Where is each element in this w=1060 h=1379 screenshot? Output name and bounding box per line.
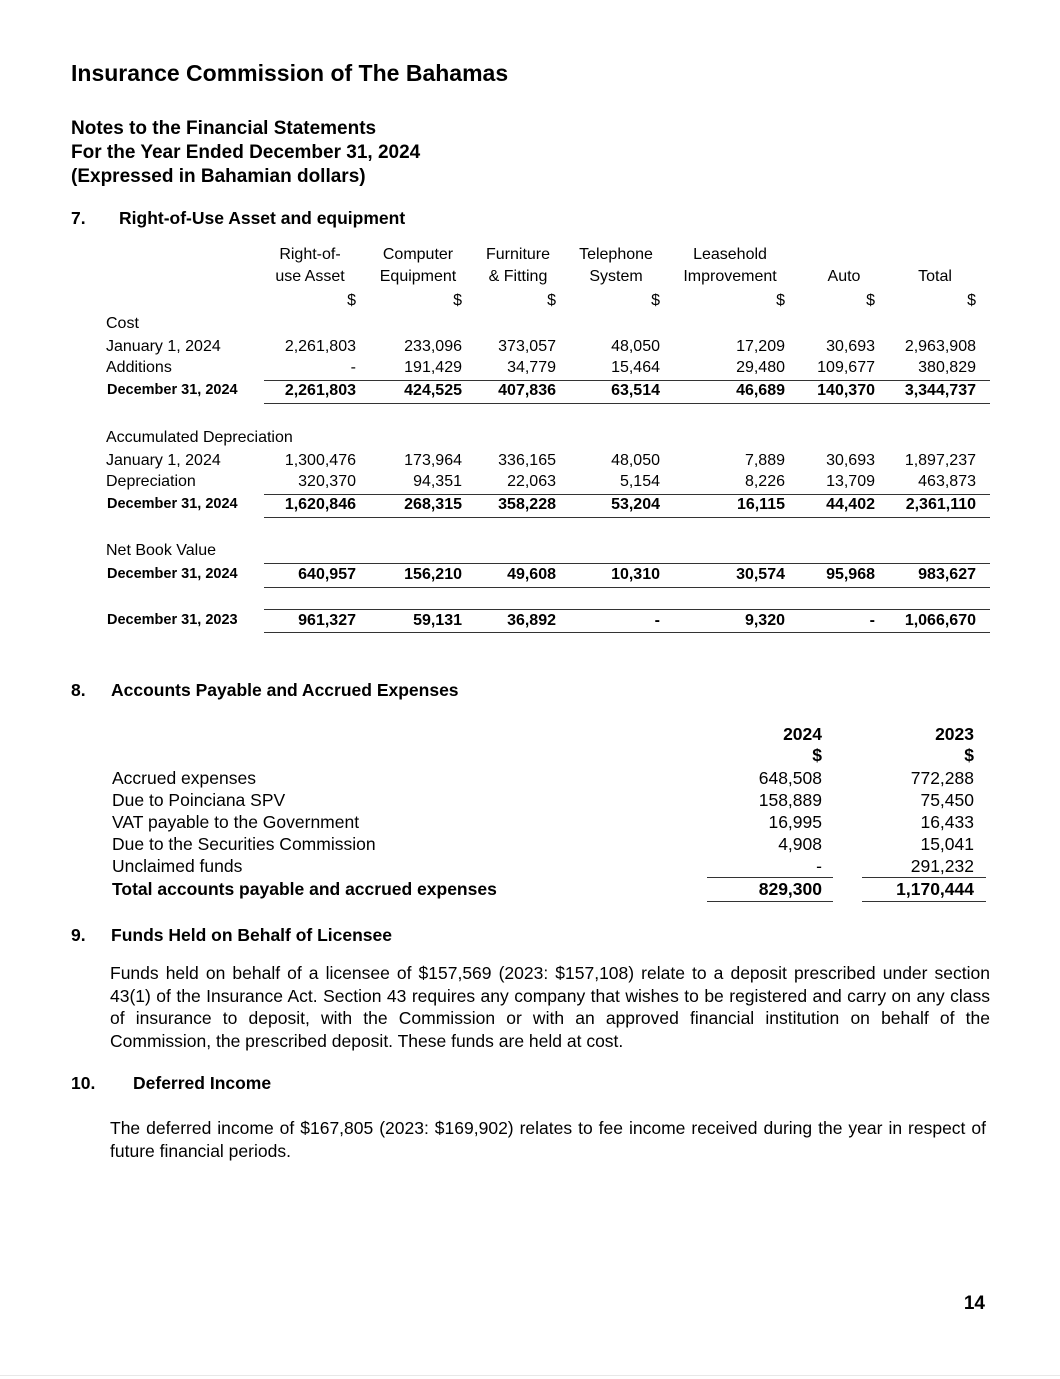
total-label: Total accounts payable and accrued expenses [112,879,497,899]
column-header-line2: & Fitting [488,268,548,285]
row-label: December 31, 2024 [107,566,238,582]
table-cell: 156,210 [404,566,462,583]
table-cell: 191,429 [404,359,462,376]
table-cell: 1,300,476 [284,452,356,469]
row-label: December 31, 2024 [107,496,238,512]
table-rule [862,901,986,902]
table-cell: 233,096 [404,338,462,355]
row-label: January 1, 2024 [106,338,221,355]
currency-note: (Expressed in Bahamian dollars) [71,166,366,187]
table-cell: 640,957 [298,566,356,583]
table-cell: 648,508 [758,768,822,788]
table-cell: 15,464 [611,359,660,376]
table-rule [707,901,833,902]
table-cell: 63,514 [611,382,660,399]
table-cell: 1,620,846 [284,496,356,513]
table-cell: 48,050 [611,338,660,355]
note-9-text: Funds held on behalf of a licensee of $157,569 (2023: $157,108) relate to a deposit prescribed under section 43(1) of the Insurance Act. Section 43 requires any company that wishes to be registered and carry on any class of insurance to deposit, with the Commission or with an approved financial institution on behalf of the Commission, the prescribed deposit. These funds are held at cost. [110,963,990,1051]
table-cell: 109,677 [817,359,875,376]
row-label: January 1, 2024 [106,452,221,469]
row-label: Due to the Securities Commission [112,834,376,854]
table-rule [264,632,990,633]
row-label: VAT payable to the Government [112,812,360,832]
table-cell: 373,057 [498,338,556,355]
note-10-number: 10. [71,1073,96,1093]
table-cell: 8,226 [744,473,785,490]
page-bottom-edge [0,1375,1060,1376]
table-cell: 2,261,803 [284,338,356,355]
currency-symbol: $ [964,745,974,765]
table-cell: 3,344,737 [904,382,976,399]
table-cell: 49,608 [507,566,556,583]
row-label: Additions [106,359,172,376]
table-cell: 320,370 [298,473,356,490]
table-cell: 961,327 [298,612,356,629]
note-9-title: Funds Held on Behalf of Licensee [111,925,393,945]
column-header-line1: Computer [382,246,454,263]
table-cell: 380,829 [918,359,976,376]
table-cell: 7,889 [744,452,785,469]
currency-symbol: $ [776,292,785,309]
table-cell: 336,165 [498,452,556,469]
currency-symbol: $ [812,745,822,765]
table-cell: 17,209 [736,338,785,355]
note-10-text: The deferred income of $167,805 (2023: $169,902) relates to fee income received during the year in respect of future financial periods. [110,1118,986,1161]
table-cell: 16,433 [920,812,974,832]
row-label: December 31, 2024 [107,382,238,398]
currency-symbol: $ [866,292,875,309]
section-heading: Net Book Value [106,542,216,559]
total-cell: 829,300 [758,879,822,899]
table-cell: 44,402 [826,496,875,513]
table-rule [264,403,990,404]
column-header-line2: Equipment [379,268,457,285]
table-cell: 158,889 [758,790,822,810]
table-cell: 358,228 [498,496,556,513]
column-header-line1: Telephone [579,246,653,263]
currency-symbol: $ [651,292,660,309]
table-cell: 424,525 [404,382,462,399]
table-cell: 13,709 [826,473,875,490]
period-title: For the Year Ended December 31, 2024 [71,142,421,163]
currency-symbol: $ [547,292,556,309]
table-cell: - [654,612,660,629]
table-cell: 53,204 [611,496,660,513]
column-header-line1: Right-of- [279,246,341,263]
year-header: 2023 [935,724,974,744]
row-label: December 31, 2023 [107,612,238,628]
table-cell: 1,066,670 [904,612,976,629]
table-cell: 29,480 [736,359,785,376]
table-rule [264,609,990,610]
table-cell: - [869,612,875,629]
column-header-line2: System [589,268,643,285]
table-cell: 2,361,110 [905,496,976,513]
table-cell: - [816,856,822,876]
table-cell: 48,050 [611,452,660,469]
table-cell: 59,131 [413,612,462,629]
table-cell: 407,836 [498,382,556,399]
note-8-title: Accounts Payable and Accrued Expenses [111,680,459,700]
column-header-line1: Leasehold [693,246,767,263]
table-cell: 291,232 [910,856,974,876]
section-heading: Cost [106,315,139,332]
table-cell: 268,315 [404,496,462,513]
column-header-line1: Furniture [485,246,551,263]
note-7-title: Right-of-Use Asset and equipment [119,208,406,228]
column-header-line2: use Asset [275,268,345,285]
row-label: Due to Poinciana SPV [112,790,286,810]
table-rule [264,494,990,495]
row-label: Unclaimed funds [112,856,243,876]
page-number: 14 [963,1293,985,1314]
note-7-number: 7. [71,208,86,228]
table-rule [862,877,986,878]
currency-symbol: $ [347,292,356,309]
table-rule [264,380,990,381]
table-cell: 173,964 [404,452,462,469]
table-cell: 95,968 [826,566,875,583]
column-header-line2: Total [918,268,952,285]
table-cell: 94,351 [413,473,462,490]
section-heading: Accumulated Depreciation [106,429,293,446]
table-cell: - [350,359,356,376]
table-cell: 46,689 [736,382,785,399]
table-cell: 36,892 [507,612,556,629]
table-cell: 30,574 [736,566,785,583]
table-cell: 772,288 [910,768,974,788]
table-cell: 34,779 [507,359,556,376]
table-cell: 15,041 [920,834,974,854]
note-9-number: 9. [71,925,86,945]
table-cell: 140,370 [817,382,875,399]
table-cell: 1,897,237 [904,452,976,469]
table-cell: 9,320 [744,612,785,629]
column-header-line2: Improvement [683,268,777,285]
note-10-title: Deferred Income [133,1073,272,1093]
table-cell: 983,627 [918,566,976,583]
row-label: Accrued expenses [112,768,256,788]
table-cell: 5,154 [619,473,660,490]
table-cell: 22,063 [507,473,556,490]
table-cell: 2,261,803 [284,382,356,399]
organization-title: Insurance Commission of The Bahamas [71,60,509,86]
table-rule [264,587,990,588]
table-cell: 16,115 [736,496,785,513]
table-cell: 463,873 [918,473,976,490]
table-cell: 30,693 [826,338,875,355]
total-cell: 1,170,444 [896,879,974,899]
table-cell: 4,908 [778,834,822,854]
table-cell: 75,450 [920,790,974,810]
table-cell: 2,963,908 [904,338,976,355]
column-header-line2: Auto [827,268,861,285]
table-cell: 16,995 [768,812,822,832]
currency-symbol: $ [967,292,976,309]
table-rule [264,563,990,564]
notes-title: Notes to the Financial Statements [71,118,377,139]
currency-symbol: $ [453,292,462,309]
row-label: Depreciation [106,473,196,490]
note-8-number: 8. [71,680,86,700]
year-header: 2024 [783,724,822,744]
table-rule [264,517,990,518]
table-cell: 10,310 [611,566,660,583]
table-rule [707,877,833,878]
table-cell: 30,693 [826,452,875,469]
